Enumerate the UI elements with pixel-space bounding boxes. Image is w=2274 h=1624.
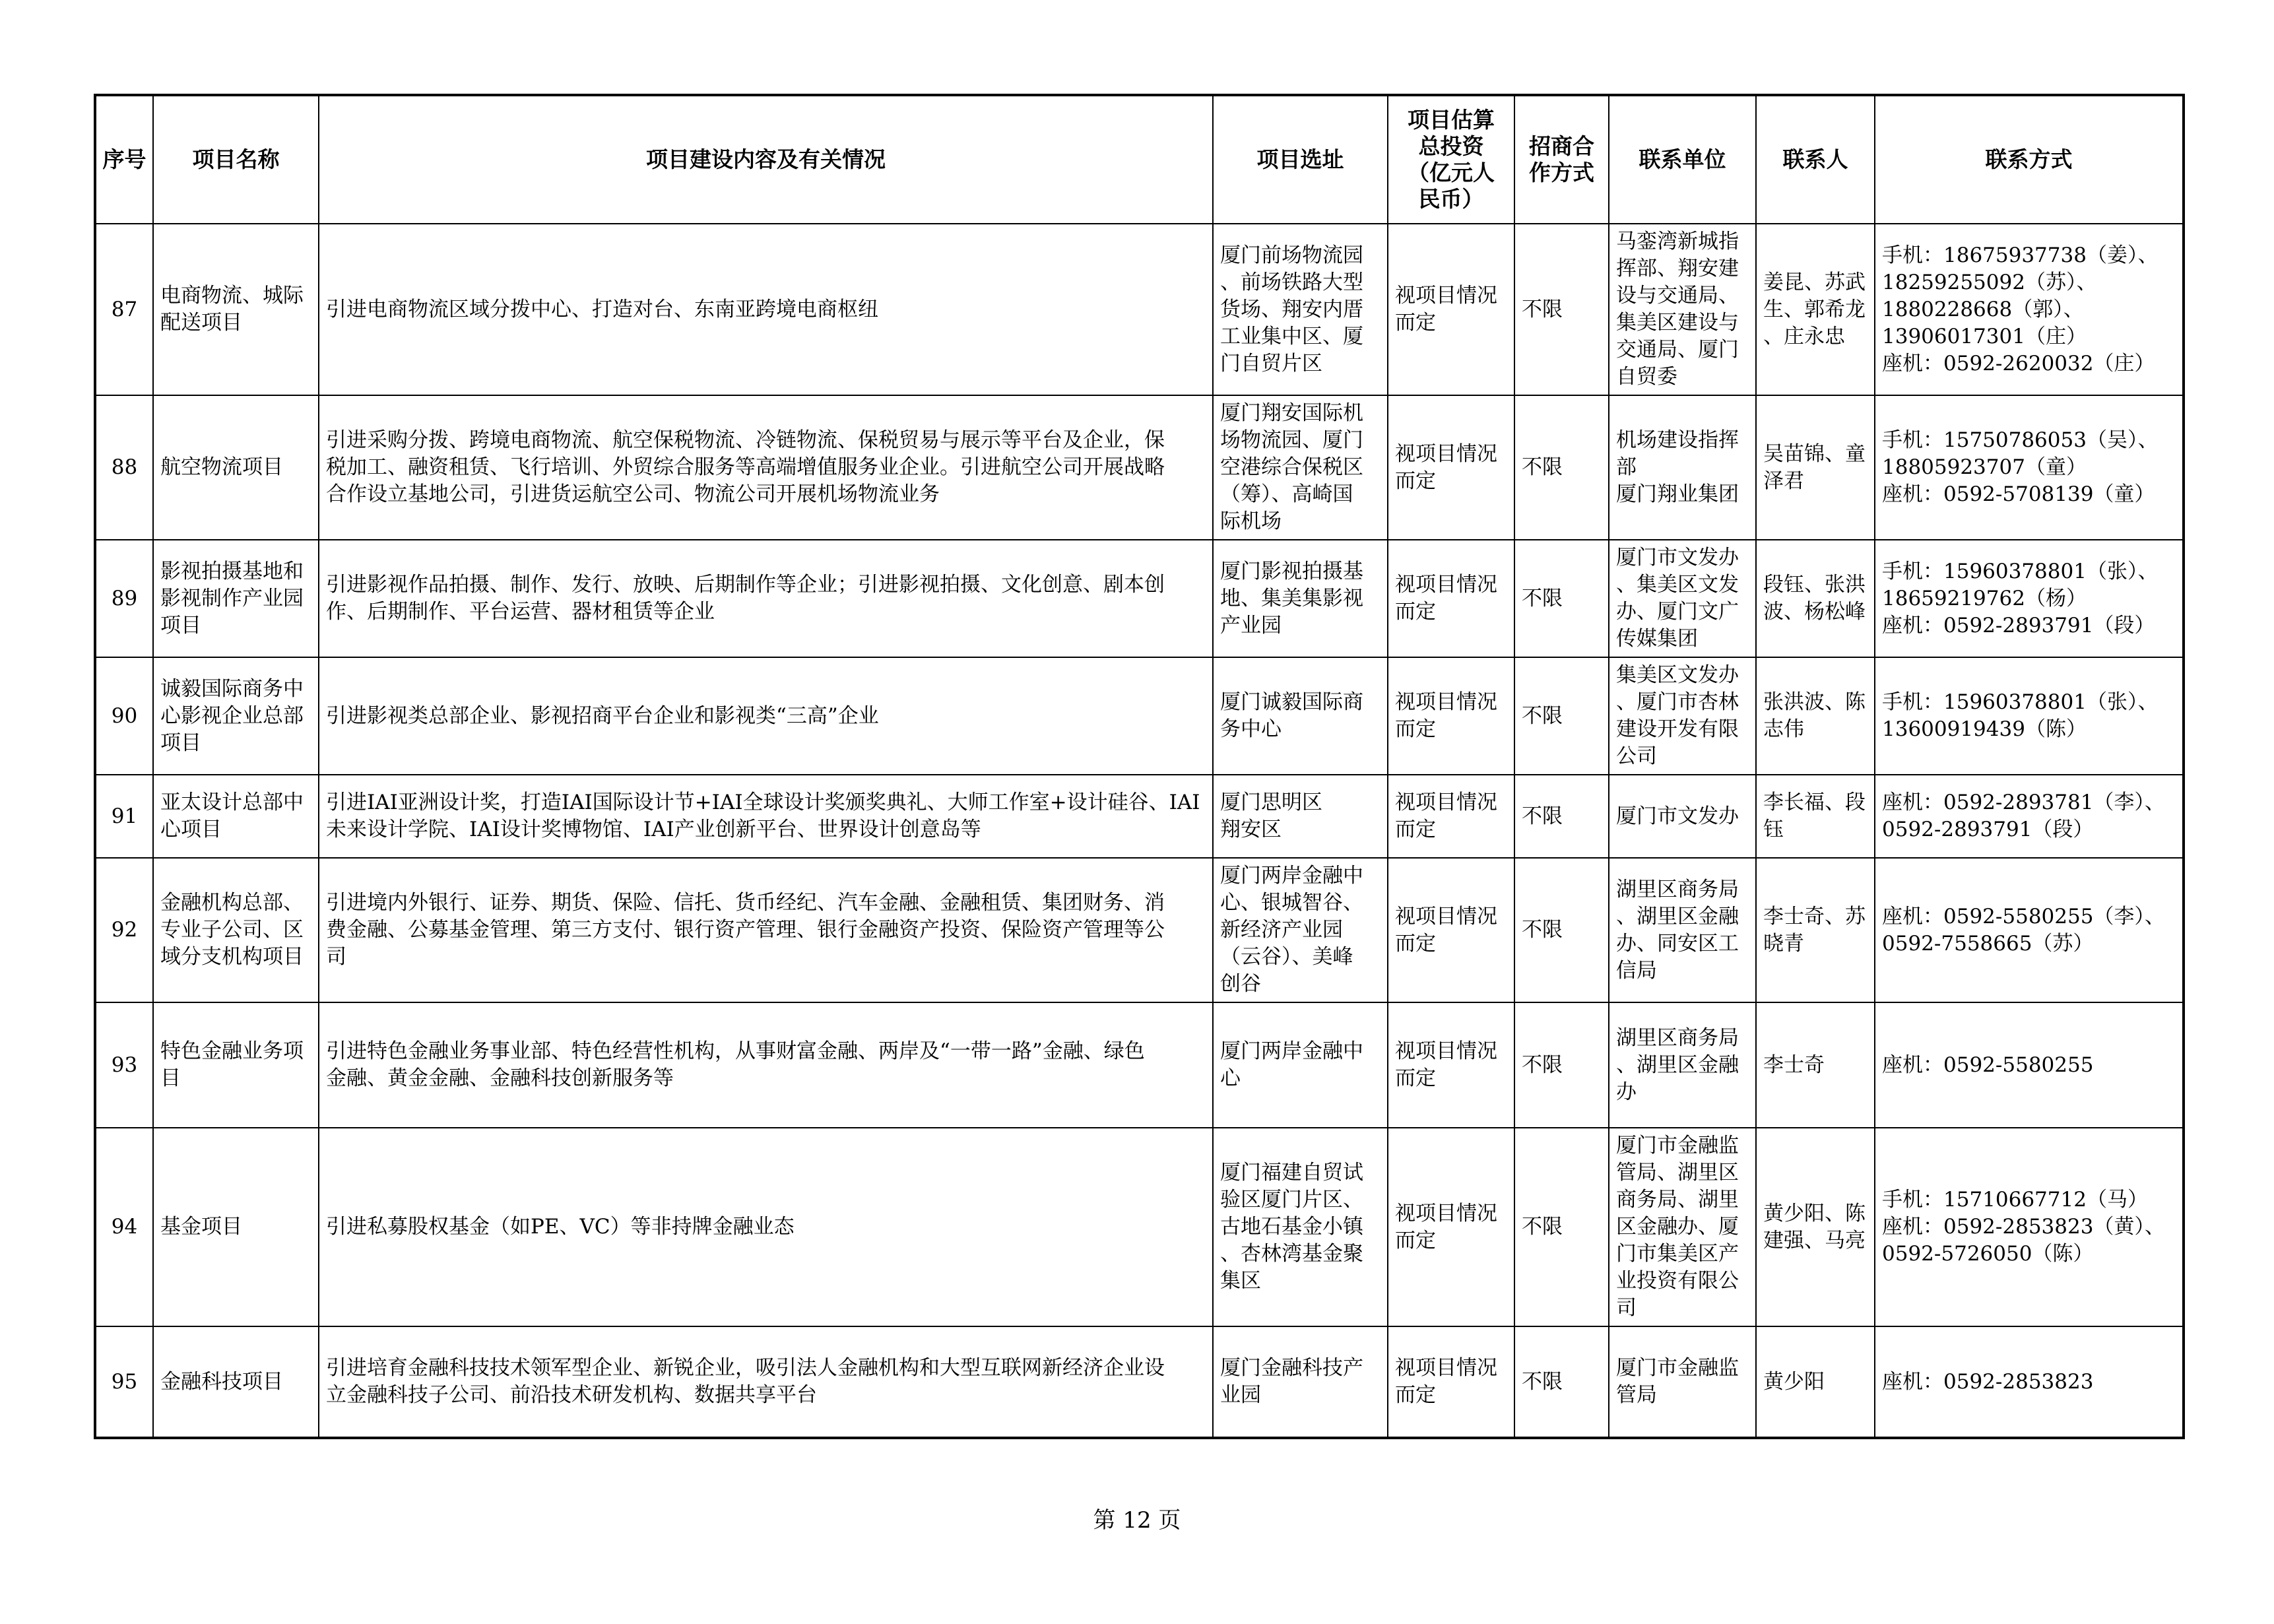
cell-person: 张洪波、陈 志伟 <box>1756 657 1875 775</box>
table-row <box>95 858 2184 1002</box>
cell-desc: 引进私募股权基金（如PE、VC）等非持牌金融业态 <box>319 1128 1213 1326</box>
cell-site: 厦门金融科技产 业园 <box>1213 1326 1388 1438</box>
cell-site: 厦门前场物流园 、前场铁路大型 货场、翔安内厝 工业集中区、厦 门自贸片区 <box>1213 224 1388 395</box>
cell-contact: 座机：0592-5580255（李）、 0592-7558665（苏） <box>1875 858 2184 1002</box>
cell-investment: 视项目情况 而定 <box>1388 1002 1514 1128</box>
cell-name: 基金项目 <box>153 1128 319 1326</box>
header-no: 序号 <box>95 95 153 224</box>
projects-table <box>94 94 2185 1439</box>
table-row <box>95 657 2184 775</box>
cell-no: 89 <box>95 540 153 657</box>
cell-no: 90 <box>95 657 153 775</box>
cell-no: 93 <box>95 1002 153 1128</box>
cell-unit: 机场建设指挥 部 厦门翔业集团 <box>1609 395 1756 540</box>
cell-person: 吴苗锦、童 泽君 <box>1756 395 1875 540</box>
table-row <box>95 224 2184 395</box>
header-investment: 项目估算 总投资 （亿元人 民币） <box>1388 95 1514 224</box>
cell-person: 黄少阳 <box>1756 1326 1875 1438</box>
cell-mode: 不限 <box>1514 540 1609 657</box>
cell-investment: 视项目情况 而定 <box>1388 1128 1514 1326</box>
cell-person: 黄少阳、陈 建强、马亮 <box>1756 1128 1875 1326</box>
table-row <box>95 1002 2184 1128</box>
cell-desc: 引进电商物流区域分拨中心、打造对台、东南亚跨境电商枢纽 <box>319 224 1213 395</box>
cell-mode: 不限 <box>1514 1128 1609 1326</box>
cell-investment: 视项目情况 而定 <box>1388 657 1514 775</box>
header-unit: 联系单位 <box>1609 95 1756 224</box>
cell-name: 诚毅国际商务中 心影视企业总部 项目 <box>153 657 319 775</box>
table-row <box>95 395 2184 540</box>
cell-no: 91 <box>95 775 153 858</box>
cell-site: 厦门影视拍摄基 地、集美集影视 产业园 <box>1213 540 1388 657</box>
cell-contact: 手机：15960378801（张）、 13600919439（陈） <box>1875 657 2184 775</box>
table-row <box>95 540 2184 657</box>
header-person: 联系人 <box>1756 95 1875 224</box>
cell-desc: 引进采购分拨、跨境电商物流、航空保税物流、冷链物流、保税贸易与展示等平台及企业，保 税加工、融资租赁、飞行培训、外贸综合服务等高端增值服务业企业。引进航空公司开展战略 合作设立基地公司，引进货运航空公司、物流公司开展机场物流业务 <box>319 395 1213 540</box>
cell-unit: 厦门市文发办 <box>1609 775 1756 858</box>
cell-name: 影视拍摄基地和 影视制作产业园 项目 <box>153 540 319 657</box>
cell-site: 厦门两岸金融中 心 <box>1213 1002 1388 1128</box>
cell-person: 李士奇、苏 晓青 <box>1756 858 1875 1002</box>
cell-contact: 手机：18675937738（姜）、 18259255092（苏）、 1880228668（郭）、 13906017301（庄） 座机：0592-2620032（庄） <box>1875 224 2184 395</box>
header-contact: 联系方式 <box>1875 95 2184 224</box>
cell-contact: 座机：0592-2853823 <box>1875 1326 2184 1438</box>
cell-desc: 引进特色金融业务事业部、特色经营性机构，从事财富金融、两岸及“一带一路”金融、绿色 金融、黄金金融、金融科技创新服务等 <box>319 1002 1213 1128</box>
table-row <box>95 1326 2184 1438</box>
cell-desc: 引进IAI亚洲设计奖，打造IAI国际设计节+IAI全球设计奖颁奖典礼、大师工作室+设计硅谷、IAI 未来设计学院、IAI设计奖博物馆、IAI产业创新平台、世界设计创意岛等 <box>319 775 1213 858</box>
cell-no: 94 <box>95 1128 153 1326</box>
cell-contact: 手机：15960378801（张）、 18659219762（杨） 座机：0592-2893791（段） <box>1875 540 2184 657</box>
header-name: 项目名称 <box>153 95 319 224</box>
cell-investment: 视项目情况 而定 <box>1388 775 1514 858</box>
cell-desc: 引进培育金融科技技术领军型企业、新锐企业，吸引法人金融机构和大型互联网新经济企业设 立金融科技子公司、前沿技术研发机构、数据共享平台 <box>319 1326 1213 1438</box>
cell-name: 金融科技项目 <box>153 1326 319 1438</box>
cell-no: 92 <box>95 858 153 1002</box>
cell-person: 李士奇 <box>1756 1002 1875 1128</box>
cell-contact: 座机：0592-2893781（李）、 0592-2893791（段） <box>1875 775 2184 858</box>
cell-mode: 不限 <box>1514 1326 1609 1438</box>
cell-unit: 厦门市金融监 管局、湖里区 商务局、湖里 区金融办、厦 门市集美区产 业投资有限公 司 <box>1609 1128 1756 1326</box>
table-row <box>95 1128 2184 1326</box>
cell-unit: 湖里区商务局 、湖里区金融 办 <box>1609 1002 1756 1128</box>
header-row <box>95 95 2184 224</box>
cell-unit: 集美区文发办 、厦门市杏林 建设开发有限 公司 <box>1609 657 1756 775</box>
cell-investment: 视项目情况 而定 <box>1388 540 1514 657</box>
page-number: 第 12 页 <box>1093 1507 1181 1534</box>
cell-no: 95 <box>95 1326 153 1438</box>
cell-site: 厦门两岸金融中 心、银城智谷、 新经济产业园 （云谷）、美峰 创谷 <box>1213 858 1388 1002</box>
cell-desc: 引进影视作品拍摄、制作、发行、放映、后期制作等企业；引进影视拍摄、文化创意、剧本创 作、后期制作、平台运营、器材租赁等企业 <box>319 540 1213 657</box>
cell-investment: 视项目情况 而定 <box>1388 395 1514 540</box>
cell-no: 88 <box>95 395 153 540</box>
cell-unit: 厦门市文发办 、集美区文发 办、厦门文广 传媒集团 <box>1609 540 1756 657</box>
cell-contact: 手机：15710667712（马） 座机：0592-2853823（黄）、 0592-5726050（陈） <box>1875 1128 2184 1326</box>
cell-person: 姜昆、苏武 生、郭希龙 、庄永忠 <box>1756 224 1875 395</box>
header-desc: 项目建设内容及有关情况 <box>319 95 1213 224</box>
cell-desc: 引进境内外银行、证券、期货、保险、信托、货币经纪、汽车金融、金融租赁、集团财务、消 费金融、公募基金管理、第三方支付、银行资产管理、银行金融资产投资、保险资产管理等公 司 <box>319 858 1213 1002</box>
cell-person: 李长福、段 钰 <box>1756 775 1875 858</box>
header-site: 项目选址 <box>1213 95 1388 224</box>
cell-unit: 湖里区商务局 、湖里区金融 办、同安区工 信局 <box>1609 858 1756 1002</box>
cell-unit: 马銮湾新城指 挥部、翔安建 设与交通局、 集美区建设与 交通局、厦门 自贸委 <box>1609 224 1756 395</box>
cell-no: 87 <box>95 224 153 395</box>
cell-mode: 不限 <box>1514 775 1609 858</box>
cell-investment: 视项目情况 而定 <box>1388 224 1514 395</box>
header-mode: 招商合 作方式 <box>1514 95 1609 224</box>
cell-contact: 手机：15750786053（吴）、 18805923707（童） 座机：0592-5708139（童） <box>1875 395 2184 540</box>
cell-site: 厦门福建自贸试 验区厦门片区、 古地石基金小镇 、杏林湾基金聚 集区 <box>1213 1128 1388 1326</box>
cell-name: 金融机构总部、 专业子公司、区 域分支机构项目 <box>153 858 319 1002</box>
cell-desc: 引进影视类总部企业、影视招商平台企业和影视类“三高”企业 <box>319 657 1213 775</box>
cell-contact: 座机：0592-5580255 <box>1875 1002 2184 1128</box>
cell-unit: 厦门市金融监 管局 <box>1609 1326 1756 1438</box>
cell-mode: 不限 <box>1514 224 1609 395</box>
cell-site: 厦门思明区 翔安区 <box>1213 775 1388 858</box>
cell-name: 特色金融业务项 目 <box>153 1002 319 1128</box>
cell-name: 亚太设计总部中 心项目 <box>153 775 319 858</box>
cell-mode: 不限 <box>1514 395 1609 540</box>
table-row <box>95 775 2184 858</box>
cell-name: 航空物流项目 <box>153 395 319 540</box>
cell-mode: 不限 <box>1514 657 1609 775</box>
cell-mode: 不限 <box>1514 858 1609 1002</box>
cell-investment: 视项目情况 而定 <box>1388 1326 1514 1438</box>
cell-investment: 视项目情况 而定 <box>1388 858 1514 1002</box>
cell-mode: 不限 <box>1514 1002 1609 1128</box>
cell-site: 厦门翔安国际机 场物流园、厦门 空港综合保税区 （筹）、高崎国 际机场 <box>1213 395 1388 540</box>
cell-name: 电商物流、城际 配送项目 <box>153 224 319 395</box>
cell-site: 厦门诚毅国际商 务中心 <box>1213 657 1388 775</box>
cell-person: 段钰、张洪 波、杨松峰 <box>1756 540 1875 657</box>
